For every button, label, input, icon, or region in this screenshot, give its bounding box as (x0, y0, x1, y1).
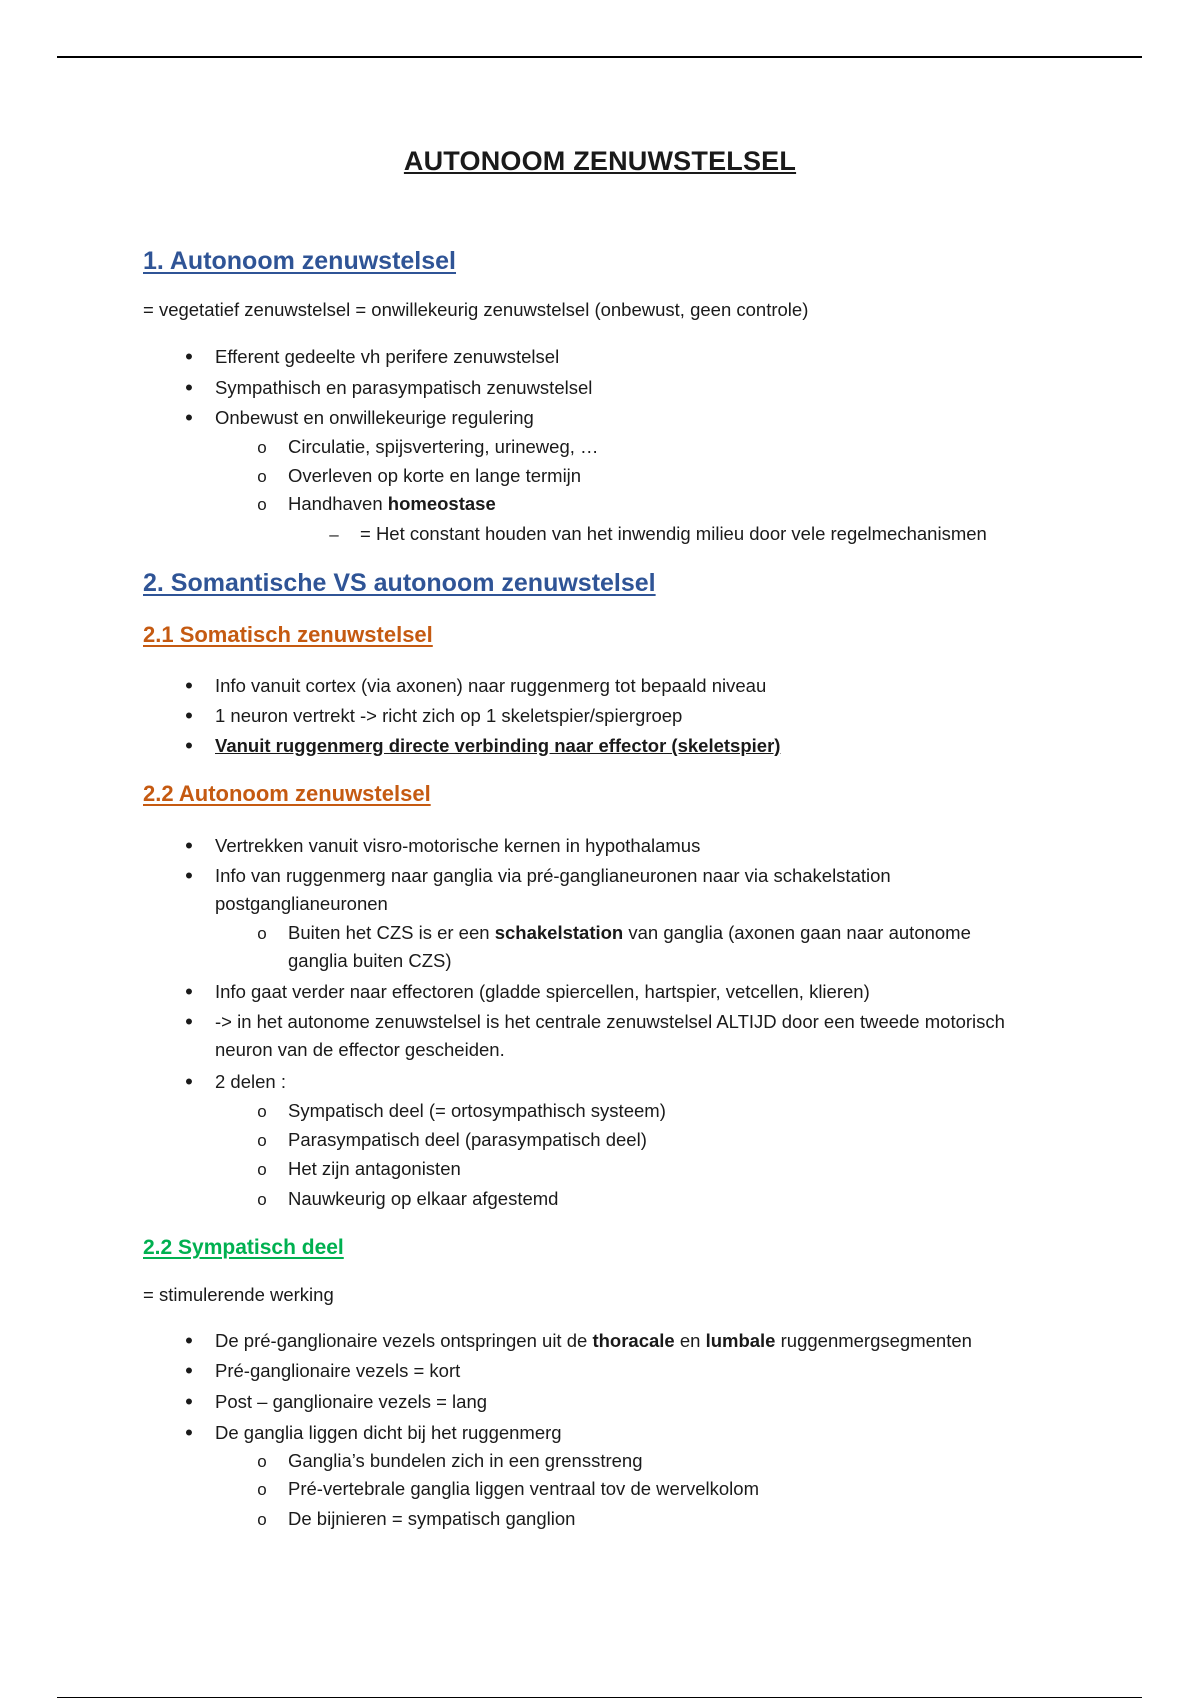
list-item: – = Het constant houden van het inwendig milieu door vele regelmechanismen (360, 520, 1180, 548)
circle-bullet-icon (252, 1505, 272, 1534)
list-item: • Pré-ganglionaire vezels = kort (215, 1357, 1035, 1385)
list-item: • Sympathisch en parasympatisch zenuwstelsel (215, 374, 1035, 402)
list-item: o Overleven op korte en lange termijn (288, 462, 1048, 490)
bullet-icon (179, 672, 199, 701)
bullet-icon (179, 978, 199, 1007)
list-item: o Handhaven homeostase (288, 490, 1048, 518)
bullet-icon (179, 1068, 199, 1097)
list-item: o Sympatisch deel (= ortosympathisch systeem) (288, 1097, 1048, 1125)
list-item: o Het zijn antagonisten (288, 1155, 1048, 1183)
list-item: • De ganglia liggen dicht bij het ruggenmerg (215, 1419, 1035, 1447)
list-item: • Onbewust en onwillekeurige regulering (215, 404, 1035, 432)
list-item: • Info gaat verder naar effectoren (gladde spiercellen, hartspier, vetcellen, klieren) (215, 978, 1035, 1006)
bullet-icon (179, 404, 199, 433)
bullet-icon (179, 732, 199, 761)
circle-bullet-icon (252, 1475, 272, 1504)
bullet-icon (179, 832, 199, 861)
dash-bullet-icon (324, 520, 344, 549)
bullet-icon (179, 1357, 199, 1386)
list-item: o De bijnieren = sympatisch ganglion (288, 1505, 1048, 1533)
bullet-icon (179, 702, 199, 731)
list-item: o Parasympatisch deel (parasympatisch deel) (288, 1126, 1048, 1154)
list-item: o Pré-vertebrale ganglia liggen ventraal tov de wervelkolom (288, 1475, 1048, 1503)
list-item: • Vertrekken vanuit visro-motorische kernen in hypothalamus (215, 832, 1035, 860)
list-item: • -> in het autonome zenuwstelsel is het centrale zenuwstelsel ALTIJD door een tweede motorisch neuron van de effector gescheiden. (215, 1008, 1005, 1064)
bullet-icon (179, 862, 199, 891)
list-item: • De pré-ganglionaire vezels ontspringen uit de thoracale en lumbale ruggenmergsegmenten (215, 1327, 1045, 1355)
list-item: o Ganglia’s bundelen zich in een grensstreng (288, 1447, 1048, 1475)
bullet-icon (179, 1388, 199, 1417)
list-item: • 1 neuron vertrekt -> richt zich op 1 skeletspier/spiergroep (215, 702, 1035, 730)
circle-bullet-icon (252, 433, 272, 462)
section-2-heading: 2. Somantische VS autonoom zenuwstelsel (143, 569, 656, 597)
circle-bullet-icon (252, 1155, 272, 1184)
list-item: o Circulatie, spijsvertering, urineweg, … (288, 433, 1048, 461)
bullet-icon (179, 1327, 199, 1356)
circle-bullet-icon (252, 1185, 272, 1214)
subsection-2-2-heading: 2.2 Autonoom zenuwstelsel (143, 781, 431, 806)
list-item: • Vanuit ruggenmerg directe verbinding naar effector (skeletspier) (215, 732, 1035, 760)
list-item: • Info van ruggenmerg naar ganglia via pré-ganglianeuronen naar via schakelstation postganglianeuronen (215, 862, 995, 918)
list-item: • Info vanuit cortex (via axonen) naar ruggenmerg tot bepaald niveau (215, 672, 1035, 700)
circle-bullet-icon (252, 1097, 272, 1126)
bullet-icon (179, 1008, 199, 1037)
list-item: • Efferent gedeelte vh perifere zenuwstelsel (215, 343, 1035, 371)
header-rule (57, 56, 1142, 58)
list-item: o Buiten het CZS is er een schakelstation van ganglia (axonen gaan naar autonome ganglia buiten CZS) (288, 919, 1028, 975)
circle-bullet-icon (252, 462, 272, 491)
bullet-icon (179, 374, 199, 403)
list-item: o Nauwkeurig op elkaar afgestemd (288, 1185, 1048, 1213)
bullet-icon (179, 343, 199, 372)
footer-rule (57, 1697, 1142, 1698)
bullet-icon (179, 1419, 199, 1448)
section-1-heading: 1. Autonoom zenuwstelsel (143, 247, 457, 275)
section-1-intro: = vegetatief zenuwstelsel = onwillekeurig zenuwstelsel (onbewust, geen controle) (143, 299, 809, 320)
subsection-2-1-heading: 2.1 Somatisch zenuwstelsel (143, 622, 433, 647)
circle-bullet-icon (252, 490, 272, 519)
list-item: • Post – ganglionaire vezels = lang (215, 1388, 1035, 1416)
circle-bullet-icon (252, 1126, 272, 1155)
document-title: AUTONOOM ZENUWSTELSEL (403, 146, 797, 176)
sympatisch-intro: = stimulerende werking (143, 1284, 334, 1305)
subsection-sympatisch-heading: 2.2 Sympatisch deel (143, 1236, 344, 1259)
circle-bullet-icon (252, 919, 272, 948)
circle-bullet-icon (252, 1447, 272, 1476)
list-item: • 2 delen : (215, 1068, 1035, 1096)
